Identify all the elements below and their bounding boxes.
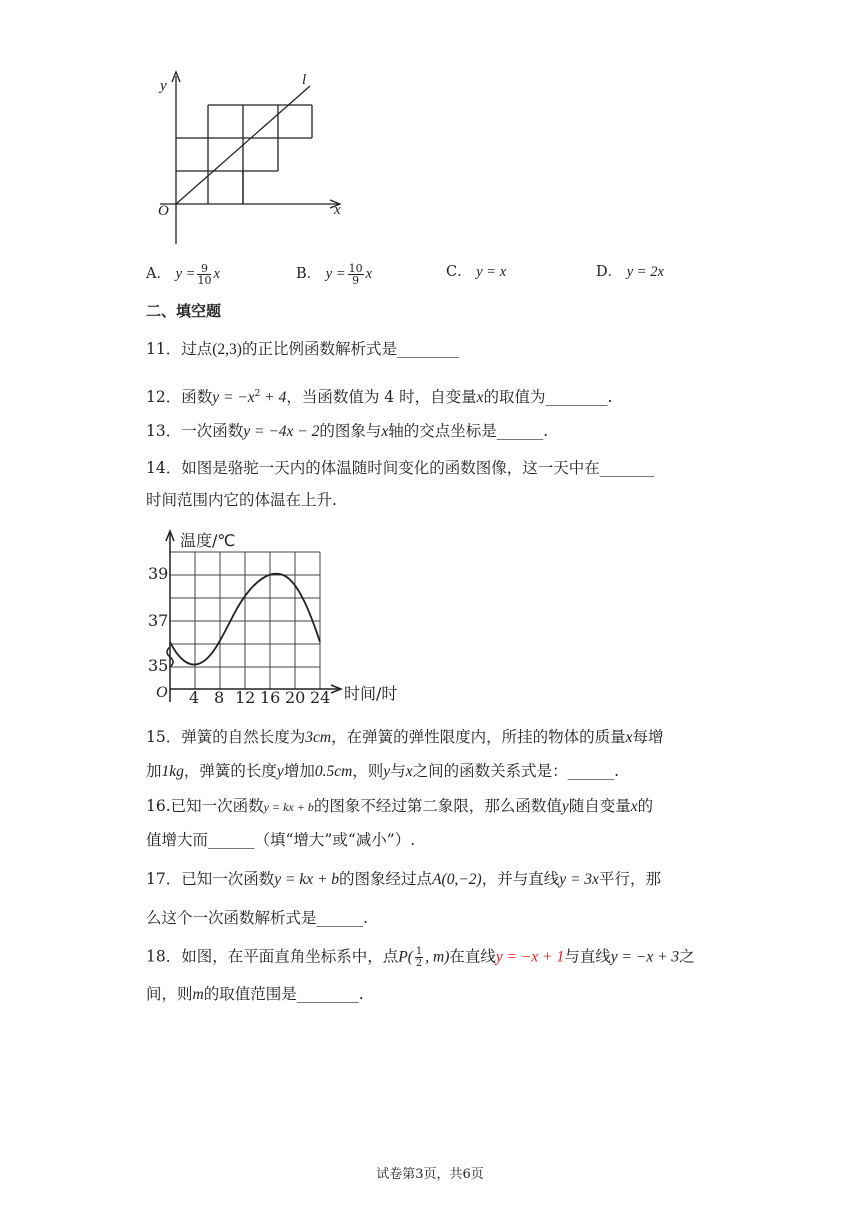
question-16-line1: 16.已知一次函数y = kx + b的图象不经过第二象限，那么函数值y随自变量x的 bbox=[146, 797, 654, 815]
question-14-line1: 14．如图是骆驼一天内的体温随时间变化的函数图像，这一天中在_______ bbox=[146, 459, 654, 477]
x-tick-24: 24 bbox=[310, 688, 331, 707]
x-tick-4: 4 bbox=[189, 688, 200, 707]
option-a[interactable]: A． y = $\frac{9}{10}$ x bbox=[146, 261, 220, 287]
y-tick-35: 35 bbox=[148, 656, 169, 675]
x-axis-label: x bbox=[334, 202, 341, 218]
question-18-line1: 18．如图，在平面直角坐标系中，点P( $\frac{1}{2}$ , m)在直线y = −x + 1与直线y = −x + 3之 bbox=[146, 946, 695, 969]
question-14-line2: 时间范围内它的体温在上升. bbox=[146, 491, 337, 509]
y-axis-label: y bbox=[160, 78, 167, 94]
x-tick-16: 16 bbox=[260, 688, 281, 707]
option-b[interactable]: B． y = $\frac{10}{9}$ x bbox=[296, 261, 373, 287]
question-13: 13．一次函数y = −4x − 2的图象与x轴的交点坐标是______. bbox=[146, 422, 549, 440]
y-tick-39: 39 bbox=[148, 564, 169, 583]
question-11: 11．过点(2,3)的正比例函数解析式是________ bbox=[146, 340, 459, 358]
question-15-line1: 15．弹簧的自然长度为3cm，在弹簧的弹性限度内，所挂的物体的质量x每增 bbox=[146, 728, 664, 746]
question-17-line1: 17．已知一次函数y = kx + b的图象经过点A(0,−2)，并与直线y = 3x平行，那 bbox=[146, 870, 661, 888]
question-18-line2: 间，则m的取值范围是________. bbox=[146, 985, 364, 1003]
origin-label: O bbox=[158, 203, 169, 219]
page-footer: 试卷第3页，共6页 bbox=[376, 1167, 484, 1182]
chart-x-title: 时间/时 bbox=[344, 684, 398, 703]
y-tick-37: 37 bbox=[148, 611, 169, 630]
figure-grid-line bbox=[140, 68, 360, 248]
x-tick-20: 20 bbox=[285, 688, 306, 707]
chart-y-title: 温度/℃ bbox=[180, 531, 236, 550]
question-12: 12．函数$y = -x^2 + 4$，当函数值为 4 时，自变量x的取值为________. bbox=[146, 388, 613, 407]
question-17-line2: 么这个一次函数解析式是______. bbox=[146, 909, 368, 927]
option-d[interactable]: D． y = 2x bbox=[596, 264, 664, 280]
section-title: 二、填空题 bbox=[146, 302, 222, 320]
question-15-line2: 加1kg，弹簧的长度y增加0.5cm，则y与x之间的函数关系式是：______. bbox=[146, 762, 620, 780]
option-c[interactable]: C． y = x bbox=[446, 264, 507, 280]
line-l-label: l bbox=[302, 72, 307, 88]
chart-origin: O bbox=[156, 684, 168, 701]
x-tick-12: 12 bbox=[235, 688, 256, 707]
x-tick-8: 8 bbox=[214, 688, 225, 707]
question-16-line2: 值增大而______（填“增大”或“减小”）. bbox=[146, 831, 416, 849]
